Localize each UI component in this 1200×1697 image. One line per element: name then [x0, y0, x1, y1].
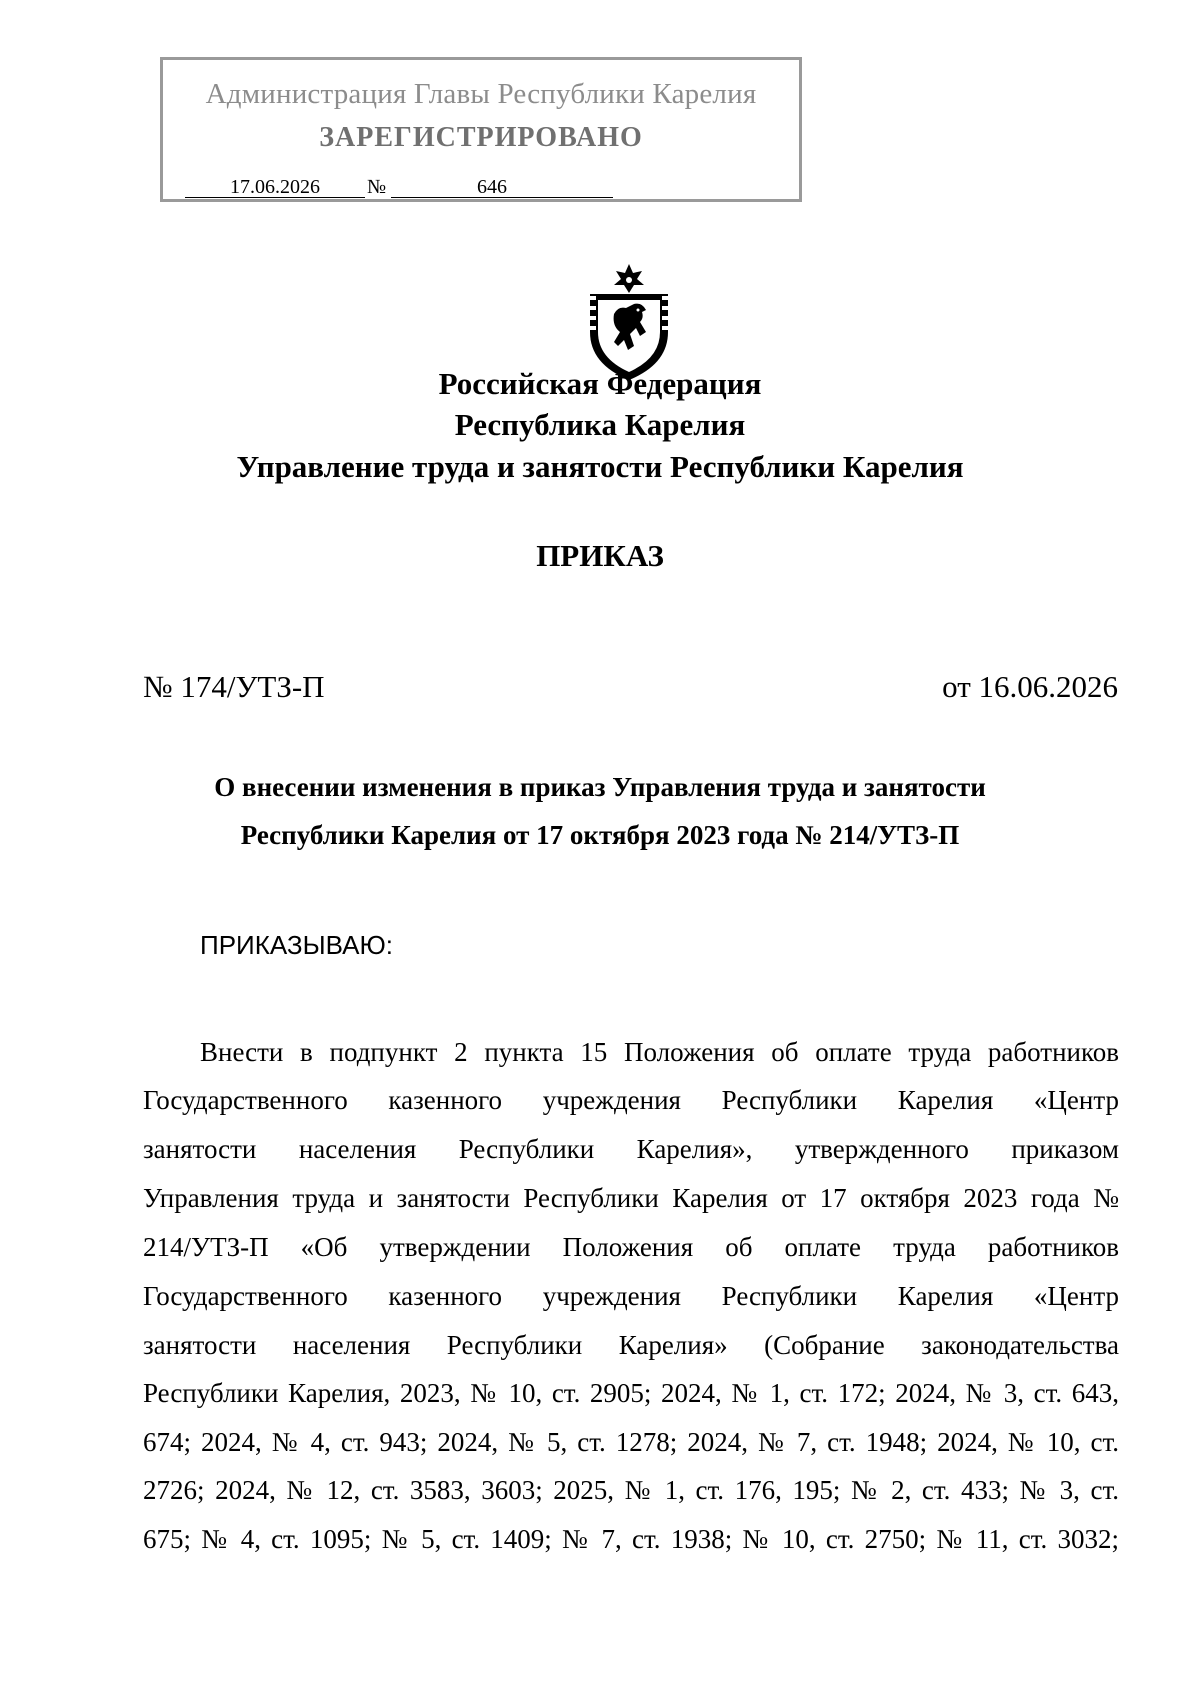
body-line: 214/УТЗ-П «Об утверждении Положения об оплате труда работников: [143, 1232, 1119, 1262]
stamp-organization: Администрация Главы Республики Карелия: [205, 78, 757, 110]
body-line: занятости населения Республики Карелия» (Собрание законодательства: [143, 1330, 1119, 1360]
document-type: ПРИКАЗ: [536, 538, 664, 573]
stamp-date: 17.06.2026: [185, 177, 365, 198]
body-line: Внести в подпункт 2 пункта 15 Положения об оплате труда работников: [200, 1037, 1119, 1067]
body-line: занятости населения Республики Карелия», утвержденного приказом: [143, 1134, 1119, 1164]
order-date: от 16.06.2026: [942, 669, 1118, 704]
header-region: Республика Карелия: [454, 407, 746, 442]
registration-stamp: [160, 57, 802, 202]
body-line: Управления труда и занятости Республики Карелия от 17 октября 2023 года №: [143, 1183, 1119, 1213]
order-title-line-2: Республики Карелия от 17 октября 2023 года № 214/УТЗ-П: [240, 820, 960, 850]
coat-of-arms-icon: [584, 262, 674, 382]
header-country: Российская Федерация: [438, 366, 762, 401]
body-line: 674; 2024, № 4, ст. 943; 2024, № 5, ст. 1278; 2024, № 7, ст. 1948; 2024, № 10, ст.: [143, 1427, 1119, 1457]
stamp-number-value: 646: [477, 176, 507, 198]
order-title-line-1: О внесении изменения в приказ Управления труда и занятости: [214, 772, 986, 802]
body-line: 2726; 2024, № 12, ст. 3583, 3603; 2025, № 1, ст. 176, 195; № 2, ст. 433; № 3, ст.: [143, 1475, 1119, 1505]
body-line: Государственного казенного учреждения Республики Карелия «Центр: [143, 1085, 1119, 1115]
stamp-status: ЗАРЕГИСТРИРОВАНО: [319, 122, 643, 153]
order-verb: ПРИКАЗЫВАЮ:: [200, 930, 393, 960]
stamp-number: [391, 177, 613, 198]
body-line: Республики Карелия, 2023, № 10, ст. 2905; 2024, № 1, ст. 172; 2024, № 3, ст. 643,: [143, 1378, 1119, 1408]
stamp-number-label: №: [367, 176, 387, 198]
header-agency: Управление труда и занятости Республики Карелия: [236, 449, 964, 484]
body-line: 675; № 4, ст. 1095; № 5, ст. 1409; № 7, ст. 1938; № 10, ст. 2750; № 11, ст. 3032;: [143, 1524, 1119, 1554]
order-number: № 174/УТЗ-П: [143, 669, 325, 704]
body-line: Государственного казенного учреждения Республики Карелия «Центр: [143, 1281, 1119, 1311]
